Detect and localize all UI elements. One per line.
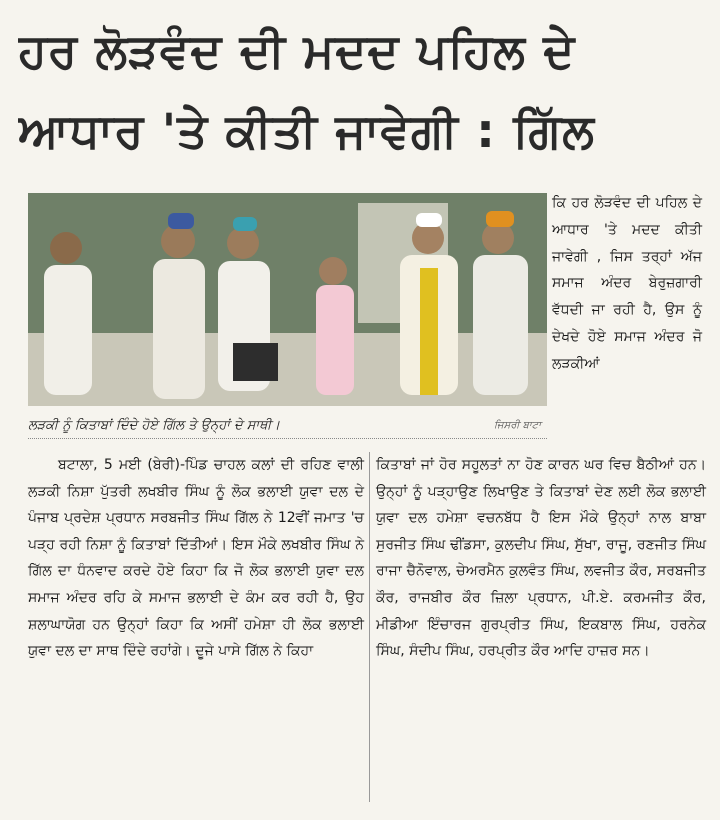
photo-caption: [28, 416, 547, 439]
photo-illustration: [28, 193, 547, 406]
headline: [18, 12, 708, 172]
photo-credit: ਜਿਸਰੀ ਬਾਟਾ: [493, 420, 541, 431]
article-paragraph: ਕਿਤਾਬਾਂ ਜਾਂ ਹੋਰ ਸਹੂਲਤਾਂ ਨਾ ਹੋਣ ਕਾਰਨ ਘਰ ਵਿਚ ਬੈਠੀਆਂ ਹਨ। ਉਨ੍ਹਾਂ ਨੂੰ ਪੜ੍ਹਾਉਣ ਲਿਖਾਉਣ ਤੇ ਕਿਤਾਬਾਂ ਦੇਣ ਲਈ ਲੋਕ ਭਲਾਈ ਯੁਵਾ ਦਲ ਹਮੇਸ਼ਾ ਵਚਨਬੱਧ ਹੈ ਇਸ ਮੌਕੇ ਉਨ੍ਹਾਂ ਨਾਲ ਬਾਬਾ ਸੁਰਜੀਤ ਸਿੰਘ ਢੀਂਡਸਾ, ਕੁਲਦੀਪ ਸਿੰਘ, ਸੁੱਖਾ, ਰਾਜੂ, ਰਣਜੀਤ ਸਿੰਘ ਰਾਜਾ ਚੈਨੋਵਾਲ, ਚੇਅਰਮੈਨ ਕੁਲਵੰਤ ਸਿੰਘ, ਲਵਜੀਤ ਕੌਰ, ਸਰਬਜੀਤ ਕੌਰ, ਰਾਜਬੀਰ ਕੌਰ ਜ਼ਿਲਾ ਪ੍ਰਧਾਨ, ਪੀ.ਏ. ਕਰਮਜੀਤ ਕੌਰ, ਮੀਡੀਆ ਇੰਚਾਰਜ ਗੁਰਪ੍ਰੀਤ ਸਿੰਘ, ਇਕਬਾਲ ਸਿੰਘ, ਹਰਨੇਕ ਸਿੰਘ, ਸੰਦੀਪ ਸਿੰਘ, ਹਰਪ੍ਰੀਤ ਕੌਰ ਆਦਿ ਹਾਜ਼ਰ ਸਨ।: [376, 457, 706, 660]
caption-text: ਲੜਕੀ ਨੂੰ ਕਿਤਾਬਾਂ ਦਿੰਦੇ ਹੋਏ ਗਿੱਲ ਤੇ ਉਨ੍ਹਾਂ ਦੇ ਸਾਥੀ।: [28, 418, 281, 433]
article-column-right-top: [552, 190, 702, 378]
news-photo: [28, 193, 547, 406]
headline-line-2: ਆਧਾਰ 'ਤੇ ਕੀਤੀ ਜਾਵੇਗੀ : ਗਿੱਲ: [18, 104, 595, 159]
article-column-right: [376, 452, 706, 665]
article-column-left: [28, 452, 364, 665]
headline-line-1: ਹਰ ਲੋੜਵੰਦ ਦੀ ਮਦਦ ਪਹਿਲ ਦੇ: [18, 24, 576, 79]
article-paragraph: ਕਿ ਹਰ ਲੋੜਵੰਦ ਦੀ ਪਹਿਲ ਦੇ ਆਧਾਰ 'ਤੇ ਮਦਦ ਕੀਤੀ ਜਾਵੇਗੀ , ਜਿਸ ਤਰ੍ਹਾਂ ਅੱਜ ਸਮਾਜ ਅੰਦਰ ਬੇਰੁਜ਼ਗਾਰੀ ਵੱਧਦੀ ਜਾ ਰਹੀ ਹੈ, ਉਸ ਨੂੰ ਦੇਖਦੇ ਹੋਏ ਸਮਾਜ ਅੰਦਰ ਜੋ ਲੜਕੀਆਂ: [552, 195, 702, 372]
article-paragraph: ਬਟਾਲਾ, 5 ਮਈ (ਬੇਰੀ)-ਪਿੰਡ ਚਾਹਲ ਕਲਾਂ ਦੀ ਰਹਿਣ ਵਾਲੀ ਲੜਕੀ ਨਿਸ਼ਾ ਪੁੱਤਰੀ ਲਖਬੀਰ ਸਿੰਘ ਨੂੰ ਲੋਕ ਭਲਾਈ ਯੁਵਾ ਦਲ ਦੇ ਪੰਜਾਬ ਪ੍ਰਦੇਸ਼ ਪ੍ਰਧਾਨ ਸਰਬਜੀਤ ਸਿੰਘ ਗਿੱਲ ਨੇ 12ਵੀਂ ਜਮਾਤ 'ਚ ਪੜ੍ਹ ਰਹੀ ਨਿਸ਼ਾ ਨੂੰ ਕਿਤਾਬਾਂ ਦਿੱਤੀਆਂ। ਇਸ ਮੌਕੇ ਲਖਬੀਰ ਸਿੰਘ ਨੇ ਗਿੱਲ ਦਾ ਧੰਨਵਾਦ ਕਰਦੇ ਹੋਏ ਕਿਹਾ ਕਿ ਜੋ ਲੋਕ ਭਲਾਈ ਯੁਵਾ ਦਲ ਸਮਾਜ ਅੰਦਰ ਰਹਿ ਕੇ ਸਮਾਜ ਭਲਾਈ ਦੇ ਕੰਮ ਕਰ ਰਹੀ ਹੈ, ਉਹ ਸ਼ਲਾਘਾਯੋਗ ਹਨ ਉਨ੍ਹਾਂ ਕਿਹਾ ਕਿ ਅਸੀਂ ਹਮੇਸ਼ਾ ਹੀ ਲੋਕ ਭਲਾਈ ਯੁਵਾ ਦਲ ਦਾ ਸਾਥ ਦਿੰਦੇ ਰਹਾਂਗੇ। ਦੂਜੇ ਪਾਸੇ ਗਿੱਲ ਨੇ ਕਿਹਾ: [28, 457, 364, 660]
column-divider: [369, 452, 370, 802]
